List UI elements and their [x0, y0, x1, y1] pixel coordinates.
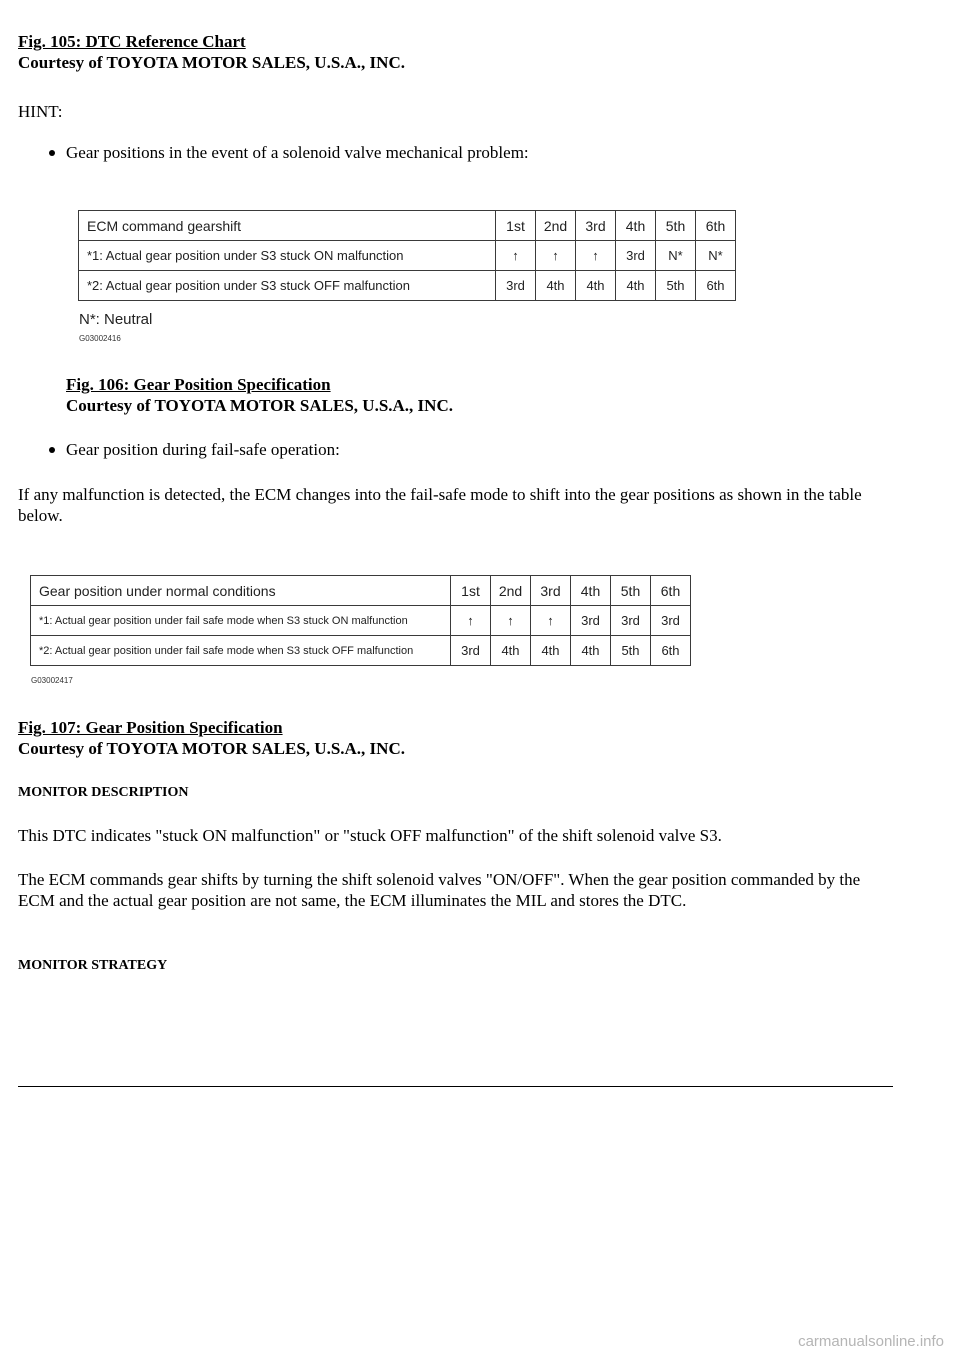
table-cell: *1: Actual gear position under S3 stuck ON malfunction — [79, 241, 496, 271]
table-cell: 6th — [696, 271, 736, 301]
table-row — [79, 241, 736, 271]
table-row — [79, 211, 736, 241]
table-cell: ↑ — [531, 606, 571, 636]
table-cell: 3rd — [576, 211, 616, 241]
fig105-title: Fig. 105: DTC Reference Chart — [18, 32, 246, 51]
fig106-caption — [66, 374, 453, 416]
table-cell: 4th — [571, 576, 611, 606]
bullet-solenoid-problem: Gear positions in the event of a solenoid valve mechanical problem: — [66, 143, 529, 162]
monitor-strategy-heading: MONITOR STRATEGY — [18, 958, 168, 973]
table-row — [31, 606, 691, 636]
figure-code: G03002417 — [31, 676, 73, 685]
gear-table-failsafe — [30, 575, 691, 666]
table-cell: ↑ — [451, 606, 491, 636]
table-row — [31, 576, 691, 606]
table-cell: 6th — [651, 576, 691, 606]
fig107-title: Fig. 107: Gear Position Specification — [18, 718, 283, 737]
fig107-courtesy: Courtesy of TOYOTA MOTOR SALES, U.S.A., INC. — [18, 739, 405, 758]
table-cell: 5th — [611, 576, 651, 606]
monitor-description-p2: The ECM commands gear shifts by turning the shift solenoid valves "ON/OFF". When the gear position commanded by the ECM and the actual gear position are not same, the ECM illuminates the MIL and stores the DTC. — [18, 870, 861, 910]
figure-code: G03002416 — [79, 334, 121, 343]
table-cell: 4th — [536, 271, 576, 301]
table-cell: 4th — [491, 636, 531, 666]
table-cell: 3rd — [651, 606, 691, 636]
table-row — [79, 271, 736, 301]
table-cell: 1st — [496, 211, 536, 241]
watermark: carmanualsonline.info — [798, 1333, 944, 1350]
fig106-courtesy: Courtesy of TOYOTA MOTOR SALES, U.S.A., INC. — [66, 396, 453, 415]
table-cell: 1st — [451, 576, 491, 606]
fig107-caption — [18, 717, 405, 759]
table-cell: 2nd — [491, 576, 531, 606]
table-cell: *1: Actual gear position under fail safe mode when S3 stuck ON malfunction — [31, 606, 451, 636]
table-cell: 4th — [576, 271, 616, 301]
table-row — [31, 636, 691, 666]
table-cell: 3rd — [616, 241, 656, 271]
table-cell: 3rd — [571, 606, 611, 636]
table-cell: ↑ — [576, 241, 616, 271]
monitor-description-p1: This DTC indicates "stuck ON malfunction" or "stuck OFF malfunction" of the shift solenoid valve S3. — [18, 826, 722, 845]
fig105-caption — [18, 31, 405, 73]
table-cell: ↑ — [491, 606, 531, 636]
table-cell: 3rd — [611, 606, 651, 636]
table-cell: 4th — [616, 211, 656, 241]
table-cell: 4th — [531, 636, 571, 666]
monitor-description-heading: MONITOR DESCRIPTION — [18, 785, 189, 800]
table-cell: 4th — [571, 636, 611, 666]
table-cell: N* — [696, 241, 736, 271]
table-cell: 6th — [651, 636, 691, 666]
table-cell: *2: Actual gear position under fail safe mode when S3 stuck OFF malfunction — [31, 636, 451, 666]
table-cell: ↑ — [496, 241, 536, 271]
hint-label: HINT: — [18, 102, 63, 121]
table-cell: ECM command gearshift — [79, 211, 496, 241]
neutral-note: N*: Neutral — [79, 311, 153, 328]
page-divider — [18, 1086, 893, 1087]
table-cell: 3rd — [531, 576, 571, 606]
table-cell: N* — [656, 241, 696, 271]
table-cell: 3rd — [496, 271, 536, 301]
table-cell: 3rd — [451, 636, 491, 666]
table-cell: *2: Actual gear position under S3 stuck OFF malfunction — [79, 271, 496, 301]
table-cell: 5th — [656, 271, 696, 301]
table-cell: 4th — [616, 271, 656, 301]
table-cell: Gear position under normal conditions — [31, 576, 451, 606]
table-cell: 5th — [656, 211, 696, 241]
failsafe-paragraph: If any malfunction is detected, the ECM changes into the fail-safe mode to shift into the gear positions as shown in the table below. — [18, 485, 862, 525]
bullet-failsafe: Gear position during fail-safe operation: — [66, 440, 340, 459]
gear-table-mechanical-problem — [78, 210, 736, 301]
table-cell: 6th — [696, 211, 736, 241]
table-cell: ↑ — [536, 241, 576, 271]
table-cell: 2nd — [536, 211, 576, 241]
fig106-title: Fig. 106: Gear Position Specification — [66, 375, 331, 394]
fig105-courtesy: Courtesy of TOYOTA MOTOR SALES, U.S.A., INC. — [18, 53, 405, 72]
table-cell: 5th — [611, 636, 651, 666]
